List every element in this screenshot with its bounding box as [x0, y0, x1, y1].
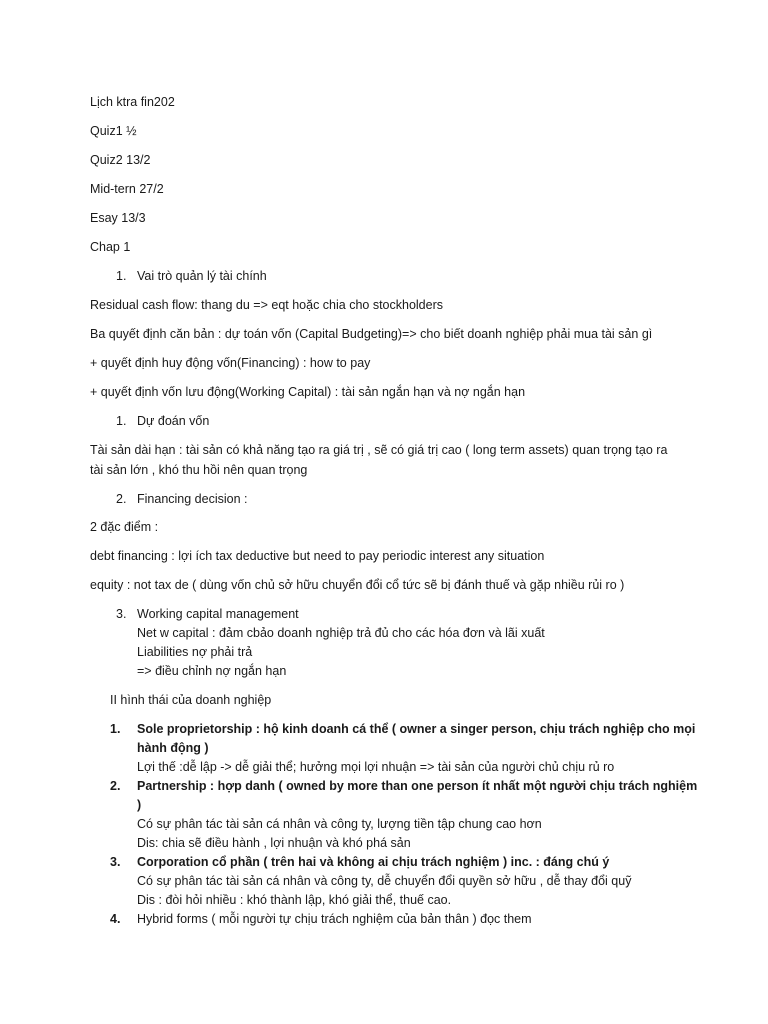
chapter-heading: Chap 1 — [90, 240, 131, 254]
list-item-detail: => điều chỉnh nợ ngắn hạn — [137, 664, 287, 678]
list-item: Vai trò quản lý tài chính — [137, 269, 267, 283]
list-item-detail: Dis: chia sẽ điều hành , lợi nhuận và khó phá sản — [137, 836, 411, 850]
schedule-title: Lịch ktra fin202 — [90, 95, 175, 109]
paragraph-financing: + quyết định huy động vốn(Financing) : how to pay — [90, 356, 371, 370]
paragraph-residual: Residual cash flow: thang du => eqt hoặc chia cho stockholders — [90, 298, 443, 312]
paragraph-working: + quyết định vốn lưu động(Working Capital) : tài sản ngắn hạn và nợ ngắn hạn — [90, 385, 526, 399]
list-item-detail: hành động ) — [137, 741, 209, 755]
schedule-quiz2: Quiz2 13/2 — [90, 153, 151, 167]
list-number: 3. — [116, 607, 127, 621]
schedule-essay: Esay 13/3 — [90, 211, 146, 225]
schedule-midterm: Mid-tern 27/2 — [90, 182, 164, 196]
list-item-detail: Có sự phân tác tài sản cá nhân và công ty, lượng tiền tập chung cao hơn — [137, 817, 542, 831]
list-number: 1. — [110, 722, 121, 736]
paragraph-features: 2 đặc điểm : — [90, 520, 159, 534]
list-item-detail: ) — [137, 798, 142, 812]
paragraph-long-term-cont: tài sản lớn , khó thu hồi nên quan trọng — [90, 463, 308, 477]
list-item: Working capital management — [137, 607, 299, 621]
paragraph-decisions: Ba quyết định căn bản : dự toán vốn (Capital Budgeting)=> cho biết doanh nghiệp phải mua tài sản gì — [90, 327, 653, 341]
list-item-detail: Dis : đòi hỏi nhiều : khó thành lập, khó giải thể, thuế cao. — [137, 893, 452, 907]
paragraph-long-term: Tài sản dài hạn : tài sản có khả năng tạo ra giá trị , sẽ có giá trị cao ( long term assets) quan trọng tạo ra — [90, 443, 668, 457]
paragraph-equity: equity : not tax de ( dùng vốn chủ sở hữu chuyển đổi cổ tức sẽ bị đánh thuế và gặp nhiều rủi ro ) — [90, 578, 625, 592]
list-item-detail: Có sự phân tác tài sản cá nhân và công ty, dễ chuyển đổi quyền sở hữu , dễ thay đổi quỹ — [137, 874, 632, 888]
list-number: 1. — [116, 269, 127, 283]
list-item-detail: Lợi thế :dễ lập -> dễ giải thể; hưởng mọi lợi nhuận => tài sản của người chủ chịu rủ ro — [137, 760, 615, 774]
list-number: 1. — [116, 414, 127, 428]
list-item-detail: Liabilities nợ phải trả — [137, 645, 253, 659]
paragraph-debt: debt financing : lợi ích tax deductive but need to pay periodic interest any situation — [90, 549, 545, 563]
list-number: 2. — [116, 492, 127, 506]
list-item: Financing decision : — [137, 492, 248, 506]
list-item-detail: Net w capital : đảm cbảo doanh nghiệp trả đủ cho các hóa đơn và lãi xuất — [137, 626, 545, 640]
list-item: Partnership : hợp danh ( owned by more than one person ít nhất một người chịu trách nghiệm — [137, 779, 698, 793]
list-number: 4. — [110, 912, 121, 926]
schedule-quiz1: Quiz1 ½ — [90, 124, 137, 138]
list-number: 3. — [110, 855, 121, 869]
list-item: Dự đoán vốn — [137, 414, 210, 428]
list-item: Hybrid forms ( mỗi người tự chịu trách nghiệm của bản thân ) đọc them — [137, 912, 532, 926]
list-item: Corporation cổ phần ( trên hai và không ai chịu trách nghiệm ) inc. : đáng chú ý — [137, 855, 610, 869]
list-item: Sole proprietorship : hộ kinh doanh cá thể ( owner a singer person, chịu trách nghiệp cho mọi — [137, 722, 696, 736]
list-number: 2. — [110, 779, 121, 793]
section-heading: II hình thái của doanh nghiệp — [110, 693, 272, 707]
